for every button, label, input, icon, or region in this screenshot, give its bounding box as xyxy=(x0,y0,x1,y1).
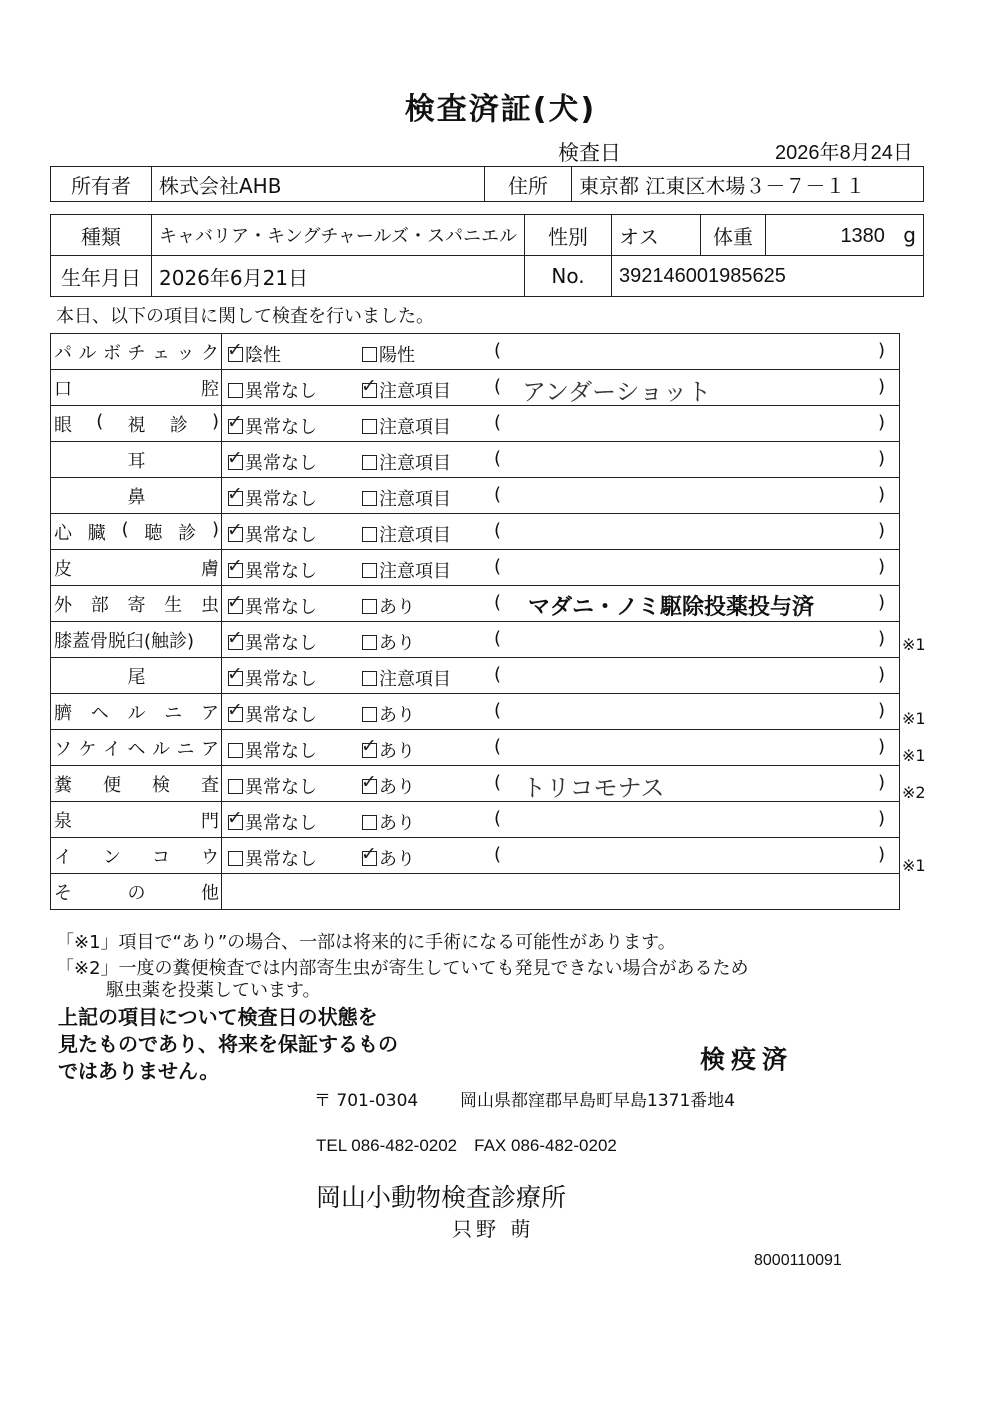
exam-table xyxy=(50,333,900,910)
option-2-checkbox[interactable] xyxy=(362,737,415,763)
birthdate-value: 2026年6月21日 xyxy=(152,256,525,297)
option-label: 陽性 xyxy=(379,345,415,366)
option-1-checkbox[interactable] xyxy=(228,485,317,511)
breed-label: 種類 xyxy=(51,215,152,256)
exam-item-name: 膝蓋骨脱臼(触診) xyxy=(54,630,195,652)
exam-result xyxy=(222,442,900,478)
paren-close: ) xyxy=(878,376,886,397)
option-1-checkbox[interactable] xyxy=(228,629,317,655)
option-1-checkbox[interactable] xyxy=(228,521,317,547)
footnote-2-line1: 「※2」一度の糞便検査では内部寄生虫が寄生していても発見できない場合があるため xyxy=(56,958,749,979)
exam-item-name: 皮 膚 xyxy=(54,558,219,580)
address-value: 東京都 江東区木場３－７－１１ xyxy=(572,167,924,202)
exam-result xyxy=(222,694,900,730)
quarantine-stamp: 検疫済 xyxy=(700,1045,794,1074)
paren-close: ) xyxy=(878,736,886,757)
address-label: 住所 xyxy=(485,167,572,202)
exam-result xyxy=(222,370,900,406)
exam-row xyxy=(51,478,900,514)
exam-result xyxy=(222,658,900,694)
option-label: 異常なし xyxy=(245,489,317,510)
paren-close: ) xyxy=(878,808,886,829)
option-label: 注意項目 xyxy=(379,489,451,510)
footnote-mark: ※2 xyxy=(902,782,926,802)
option-label: 異常なし xyxy=(245,381,317,402)
exam-row xyxy=(51,586,900,622)
exam-item-label xyxy=(51,514,222,550)
checkbox-icon[interactable] xyxy=(362,779,377,794)
option-2-checkbox[interactable] xyxy=(362,701,415,727)
checkbox-icon[interactable] xyxy=(362,527,377,542)
option-1-checkbox[interactable] xyxy=(228,593,317,619)
exam-result xyxy=(222,730,900,766)
exam-item-label xyxy=(51,766,222,802)
checkbox-icon[interactable] xyxy=(228,815,243,830)
inspection-date-value: 2026年8月24日 xyxy=(775,142,913,164)
inspection-date-label: 検査日 xyxy=(558,141,621,165)
disclaimer-line: ではありません。 xyxy=(58,1059,220,1083)
option-label: 注意項目 xyxy=(379,525,451,546)
checkbox-icon[interactable] xyxy=(362,599,377,614)
exam-row xyxy=(51,550,900,586)
exam-item-name: パ ル ボ チ ェ ッ ク xyxy=(54,342,219,364)
checkbox-icon[interactable] xyxy=(362,743,377,758)
exam-item-name: 外 部 寄 生 虫 xyxy=(54,594,219,616)
paren-close: ) xyxy=(878,664,886,685)
owner-value: 株式会社AHB xyxy=(152,167,485,202)
weight-label: 体重 xyxy=(701,215,766,256)
paren-open: ( xyxy=(494,484,502,505)
option-2-checkbox[interactable] xyxy=(362,809,415,835)
option-label: 異常なし xyxy=(245,777,317,798)
option-label: 注意項目 xyxy=(379,453,451,474)
sex-label: 性別 xyxy=(525,215,612,256)
paren-close: ) xyxy=(878,700,886,721)
option-1-checkbox[interactable] xyxy=(228,701,317,727)
option-2-checkbox[interactable] xyxy=(362,485,451,511)
option-2-checkbox[interactable] xyxy=(362,341,415,367)
microchip-label: No. xyxy=(525,256,612,297)
option-label: 陰性 xyxy=(245,345,281,366)
option-label: あり xyxy=(379,849,415,870)
exam-item-label xyxy=(51,802,222,838)
checkbox-icon[interactable] xyxy=(362,671,377,686)
paren-close: ) xyxy=(878,448,886,469)
checkbox-icon[interactable] xyxy=(362,347,377,362)
document-title: 検査済証(犬) xyxy=(404,92,597,127)
option-2-checkbox[interactable] xyxy=(362,413,451,439)
checkbox-icon[interactable] xyxy=(362,815,377,830)
checkbox-icon[interactable] xyxy=(228,707,243,722)
doctor-name: 只野 萌 xyxy=(452,1217,535,1241)
paren-close: ) xyxy=(878,844,886,865)
option-2-checkbox[interactable] xyxy=(362,593,415,619)
owner-table xyxy=(50,166,924,202)
exam-item-label xyxy=(51,550,222,586)
paren-open: ( xyxy=(494,376,502,397)
footnote-1: 「※1」項目で“あり”の場合、一部は将来的に手術になる可能性があります。 xyxy=(56,932,676,953)
exam-result xyxy=(222,334,900,370)
clinic-address: 岡山県都窪郡早島町早島1371番地4 xyxy=(460,1091,736,1111)
exam-item-label xyxy=(51,838,222,874)
option-1-checkbox[interactable] xyxy=(228,809,317,835)
birthdate-label: 生年月日 xyxy=(51,256,152,297)
footnote-mark: ※1 xyxy=(902,745,926,765)
paren-close: ) xyxy=(878,628,886,649)
option-2-checkbox[interactable] xyxy=(362,557,451,583)
option-label: あり xyxy=(379,741,415,762)
weight-value: 1380 xyxy=(840,224,885,247)
paren-open: ( xyxy=(494,700,502,721)
option-2-checkbox[interactable] xyxy=(362,773,415,799)
exam-item-name: 鼻 xyxy=(127,486,146,508)
option-1-checkbox[interactable] xyxy=(228,377,317,403)
exam-comment: マダニ・ノミ駆除投薬投与済 xyxy=(528,595,815,620)
paren-open: ( xyxy=(494,844,502,865)
option-label: 異常なし xyxy=(245,633,317,654)
exam-row-other xyxy=(51,874,900,910)
exam-comment: トリコモナス xyxy=(522,774,665,802)
paren-close: ) xyxy=(878,592,886,613)
checkbox-icon[interactable] xyxy=(228,743,243,758)
option-2-checkbox[interactable] xyxy=(362,665,451,691)
checkbox-icon[interactable] xyxy=(228,527,243,542)
exam-item-name: 口 腔 xyxy=(54,378,219,400)
checkbox-icon[interactable] xyxy=(228,419,243,434)
exam-item-label xyxy=(51,622,222,658)
exam-result xyxy=(222,622,900,658)
option-1-checkbox[interactable] xyxy=(228,773,317,799)
checkbox-icon[interactable] xyxy=(362,851,377,866)
option-1-checkbox[interactable] xyxy=(228,737,317,763)
option-1-checkbox[interactable] xyxy=(228,449,317,475)
paren-open: ( xyxy=(494,808,502,829)
exam-item-name: 泉 門 xyxy=(54,810,219,832)
exam-item-name: 眼 ( 視 診 ) xyxy=(54,410,219,436)
option-1-checkbox[interactable] xyxy=(228,845,317,871)
checkbox-icon[interactable] xyxy=(362,383,377,398)
checkbox-icon[interactable] xyxy=(228,635,243,650)
exam-result xyxy=(222,802,900,838)
sex-value: オス xyxy=(612,215,701,256)
checkbox-icon[interactable] xyxy=(362,707,377,722)
option-1-checkbox[interactable] xyxy=(228,665,317,691)
paren-close: ) xyxy=(878,340,886,361)
exam-item-name: 糞 便 検 査 xyxy=(54,774,219,796)
option-2-checkbox[interactable] xyxy=(362,521,451,547)
disclaimer xyxy=(58,1004,398,1085)
exam-item-name: 心 臓 ( 聴 診 ) xyxy=(54,518,219,544)
exam-item-label xyxy=(51,586,222,622)
footnote-2-line2: 駆虫薬を投薬しています。 xyxy=(106,980,321,1001)
animal-table xyxy=(50,214,924,297)
exam-item-name: 臍 ヘ ル ニ ア xyxy=(54,702,219,724)
option-label: 異常なし xyxy=(245,525,317,546)
checkbox-icon[interactable] xyxy=(362,419,377,434)
exam-result xyxy=(222,766,900,802)
other-field[interactable] xyxy=(222,874,900,910)
option-label: あり xyxy=(379,813,415,834)
exam-row xyxy=(51,694,900,730)
exam-item-label xyxy=(51,730,222,766)
paren-open: ( xyxy=(494,520,502,541)
option-1-checkbox[interactable] xyxy=(228,341,281,367)
checkbox-icon[interactable] xyxy=(228,851,243,866)
option-label: あり xyxy=(379,633,415,654)
option-label: 異常なし xyxy=(245,669,317,690)
exam-result xyxy=(222,406,900,442)
option-label: 異常なし xyxy=(245,417,317,438)
exam-item-label xyxy=(51,658,222,694)
paren-open: ( xyxy=(494,592,502,613)
paren-open: ( xyxy=(494,412,502,433)
exam-item-label xyxy=(51,874,222,910)
paren-open: ( xyxy=(494,664,502,685)
footnote-mark: ※1 xyxy=(902,709,926,728)
paren-open: ( xyxy=(494,340,502,361)
breed-value: キャバリア・キングチャールズ・スパニエル xyxy=(152,215,525,256)
exam-row xyxy=(51,406,900,442)
exam-item-label xyxy=(51,370,222,406)
other-label: そ の 他 xyxy=(54,882,219,904)
option-label: 注意項目 xyxy=(379,561,451,582)
exam-item-name: ソ ケ イ ヘ ル ニ ア xyxy=(54,738,219,760)
option-label: 異常なし xyxy=(245,705,317,726)
option-2-checkbox[interactable] xyxy=(362,845,415,871)
exam-result xyxy=(222,586,900,622)
exam-item-name: 尾 xyxy=(127,666,146,688)
option-2-checkbox[interactable] xyxy=(362,377,451,403)
exam-result xyxy=(222,550,900,586)
disclaimer-line: 上記の項目について検査日の状態を xyxy=(58,1005,378,1029)
exam-item-name: イ ン コ ウ xyxy=(54,846,219,868)
option-1-checkbox[interactable] xyxy=(228,557,317,583)
option-label: 異常なし xyxy=(245,597,317,618)
option-label: 注意項目 xyxy=(379,669,451,690)
checkbox-icon[interactable] xyxy=(362,491,377,506)
paren-open: ( xyxy=(494,448,502,469)
intro-text: 本日、以下の項目に関して検査を行いました。 xyxy=(56,306,434,327)
paren-close: ) xyxy=(878,556,886,577)
paren-open: ( xyxy=(494,556,502,577)
paren-open: ( xyxy=(494,628,502,649)
exam-row xyxy=(51,622,900,658)
exam-row xyxy=(51,334,900,370)
checkbox-icon[interactable] xyxy=(362,635,377,650)
checkbox-icon[interactable] xyxy=(228,383,243,398)
option-2-checkbox[interactable] xyxy=(362,449,451,475)
clinic-name: 岡山小動物検査診療所 xyxy=(316,1183,567,1212)
option-2-checkbox[interactable] xyxy=(362,629,415,655)
exam-row xyxy=(51,838,900,874)
exam-item-name: 耳 xyxy=(127,450,146,472)
exam-item-label xyxy=(51,478,222,514)
microchip-value: 392146001985625 xyxy=(612,256,924,297)
weight-cell xyxy=(766,215,924,256)
disclaimer-line: 見たものであり、将来を保証するもの xyxy=(58,1032,398,1056)
option-label: 異常なし xyxy=(245,813,317,834)
exam-item-label xyxy=(51,694,222,730)
checkbox-icon[interactable] xyxy=(362,455,377,470)
option-label: あり xyxy=(379,597,415,618)
exam-row xyxy=(51,658,900,694)
paren-close: ) xyxy=(878,520,886,541)
option-label: 異常なし xyxy=(245,453,317,474)
footnote-mark: ※1 xyxy=(902,635,926,655)
option-label: あり xyxy=(379,705,415,726)
exam-row xyxy=(51,370,900,406)
weight-unit: g xyxy=(903,222,916,247)
option-1-checkbox[interactable] xyxy=(228,413,317,439)
option-label: 異常なし xyxy=(245,561,317,582)
exam-row xyxy=(51,766,900,802)
paren-open: ( xyxy=(494,772,502,793)
option-label: 注意項目 xyxy=(379,381,451,402)
checkbox-icon[interactable] xyxy=(228,563,243,578)
option-label: 異常なし xyxy=(245,849,317,870)
paren-close: ) xyxy=(878,772,886,793)
document-code: 8000110091 xyxy=(754,1252,842,1269)
paren-close: ) xyxy=(878,412,886,433)
exam-result xyxy=(222,838,900,874)
checkbox-icon[interactable] xyxy=(228,671,243,686)
exam-item-label xyxy=(51,334,222,370)
paren-open: ( xyxy=(494,736,502,757)
checkbox-icon[interactable] xyxy=(228,491,243,506)
exam-comment: アンダーショット xyxy=(522,378,712,406)
exam-row xyxy=(51,730,900,766)
exam-item-label xyxy=(51,442,222,478)
owner-label: 所有者 xyxy=(51,167,152,202)
exam-row xyxy=(51,442,900,478)
paren-close: ) xyxy=(878,484,886,505)
checkbox-icon[interactable] xyxy=(362,563,377,578)
exam-row xyxy=(51,514,900,550)
checkbox-icon[interactable] xyxy=(228,455,243,470)
exam-result xyxy=(222,478,900,514)
option-label: 注意項目 xyxy=(379,417,451,438)
exam-result xyxy=(222,514,900,550)
postal-code: 〒 701-0304 xyxy=(314,1091,419,1111)
option-label: 異常なし xyxy=(245,741,317,762)
exam-item-label xyxy=(51,406,222,442)
option-label: あり xyxy=(379,777,415,798)
footnote-mark: ※1 xyxy=(902,856,926,876)
checkbox-icon[interactable] xyxy=(228,347,243,362)
checkbox-icon[interactable] xyxy=(228,599,243,614)
tel-fax: TEL 086-482-0202 FAX 086-482-0202 xyxy=(316,1136,617,1155)
exam-row xyxy=(51,802,900,838)
checkbox-icon[interactable] xyxy=(228,779,243,794)
